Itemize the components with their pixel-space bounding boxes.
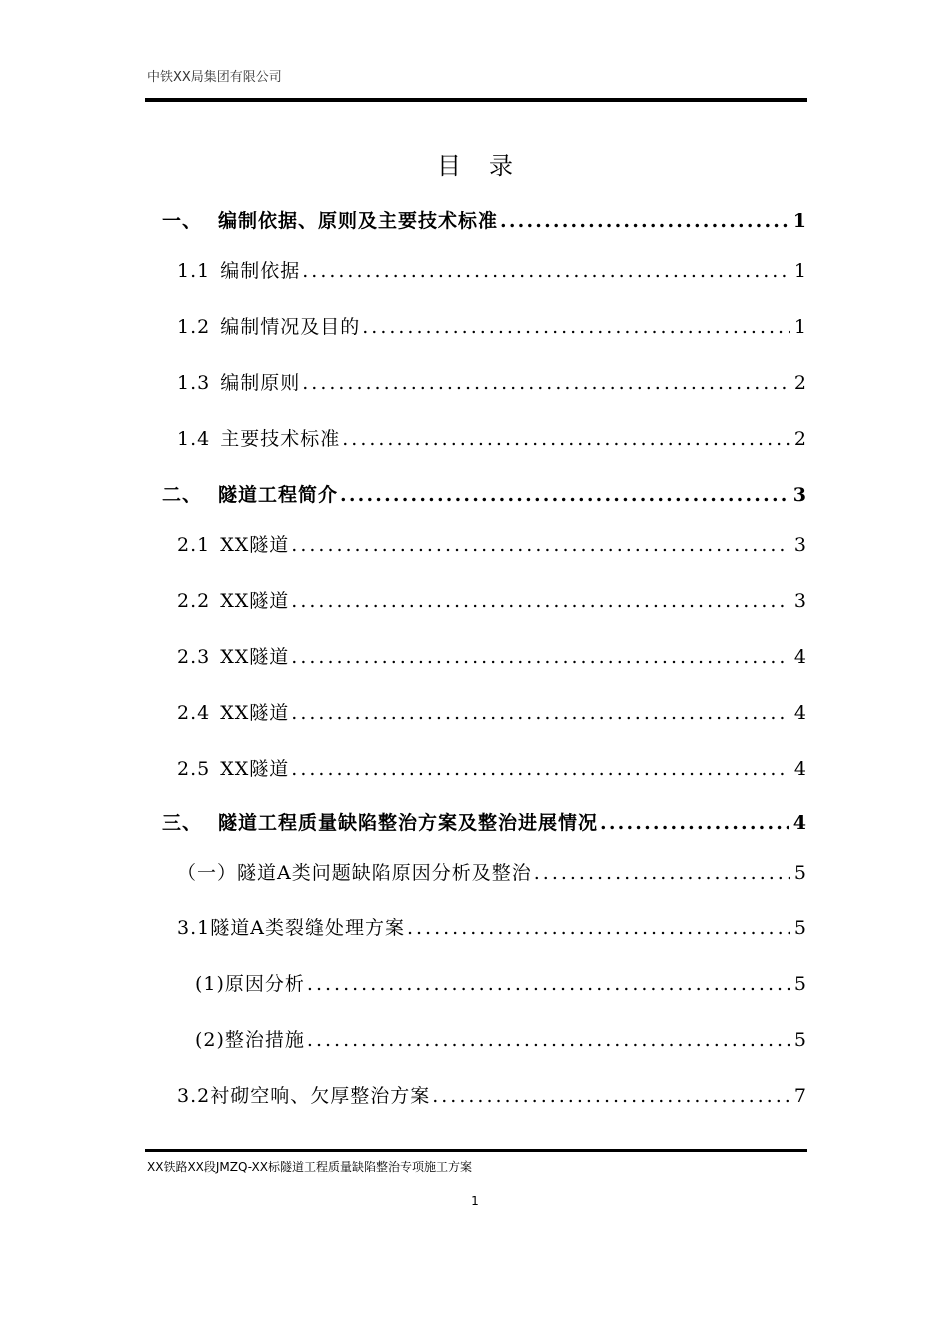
toc-page: 7 [793, 1085, 807, 1107]
toc-leader-dots [307, 1029, 790, 1051]
header-company: 中铁XX局集团有限公司 [147, 70, 282, 85]
toc-entry[interactable] [195, 1025, 807, 1052]
toc-text: XX隧道 [220, 646, 290, 668]
toc-number: 2.4 [177, 702, 211, 724]
toc-text: 编制依据、原则及主要技术标准 [218, 210, 499, 232]
toc-number: 1.4 [177, 428, 211, 450]
toc-text: 编制原则 [220, 372, 301, 394]
page-number: 1 [471, 1194, 479, 1208]
toc-leader-dots [534, 862, 790, 884]
toc-page: 2 [793, 428, 807, 450]
toc-entry[interactable] [177, 312, 807, 339]
toc-number: 三、 [162, 812, 203, 834]
footer-project-title: XX铁路XX段JMZQ-XX标隧道工程质量缺陷整治专项施工方案 [147, 1160, 472, 1174]
toc-page: 4 [793, 702, 807, 724]
toc-text: (2)整治措施 [195, 1029, 305, 1051]
toc-number: 2.5 [177, 758, 211, 780]
toc-page: 5 [793, 973, 807, 995]
toc-text: （一）隧道A类问题缺陷原因分析及整治 [177, 862, 532, 884]
toc-leader-dots [342, 428, 790, 450]
toc-leader-dots [291, 534, 790, 556]
toc-text: 隧道工程简介 [218, 484, 339, 506]
toc-leader-dots [432, 1085, 790, 1107]
toc-text: 编制依据 [220, 260, 301, 282]
toc-leader-dots [291, 646, 790, 668]
toc-text: 主要技术标准 [220, 428, 341, 450]
toc-entry[interactable] [177, 368, 807, 395]
toc-text: XX隧道 [220, 758, 290, 780]
toc-page: 3 [793, 590, 807, 612]
toc-number: 2.2 [177, 590, 211, 612]
footer-rule [145, 1149, 807, 1152]
toc-page: 1 [793, 260, 807, 282]
page-title: 目录 [437, 152, 541, 180]
toc-entry[interactable] [195, 969, 807, 996]
toc-text: 3.1隧道A类裂缝处理方案 [177, 917, 405, 939]
toc-page: 2 [793, 372, 807, 394]
toc-page: 3 [792, 484, 807, 506]
toc-entry[interactable] [177, 754, 807, 781]
toc-entry[interactable] [177, 913, 807, 940]
toc-page: 5 [793, 862, 807, 884]
toc-entry[interactable] [162, 480, 807, 507]
toc-text: (1)原因分析 [195, 973, 305, 995]
toc-leader-dots [291, 702, 790, 724]
toc-entry[interactable] [162, 808, 807, 835]
toc-leader-dots [302, 372, 790, 394]
toc-page: 4 [793, 758, 807, 780]
toc-leader-dots [340, 484, 789, 506]
toc-page: 1 [792, 210, 807, 232]
toc-entry[interactable] [177, 256, 807, 283]
toc-text: 编制情况及目的 [220, 316, 361, 338]
toc-text: XX隧道 [220, 534, 290, 556]
toc-entry[interactable] [177, 1081, 807, 1108]
toc-number: 1.3 [177, 372, 211, 394]
toc-number: 一、 [162, 210, 203, 232]
toc-leader-dots [291, 758, 790, 780]
toc-page: 4 [792, 812, 807, 834]
toc-number: 2.3 [177, 646, 211, 668]
toc-page: 3 [793, 534, 807, 556]
toc-entry[interactable] [177, 642, 807, 669]
toc-entry[interactable] [177, 858, 807, 885]
toc-page: 5 [793, 917, 807, 939]
toc-text: 3.2衬砌空响、欠厚整治方案 [177, 1085, 431, 1107]
toc-number: 2.1 [177, 534, 211, 556]
toc-entry[interactable] [177, 424, 807, 451]
toc-page: 5 [793, 1029, 807, 1051]
toc-number: 二、 [162, 484, 203, 506]
toc-page: 1 [793, 316, 807, 338]
toc-entry[interactable] [177, 698, 807, 725]
toc-leader-dots [407, 917, 790, 939]
toc-leader-dots [500, 210, 789, 232]
toc-number: 1.1 [177, 260, 211, 282]
toc-page: 4 [793, 646, 807, 668]
toc-entry[interactable] [177, 530, 807, 557]
toc-leader-dots [307, 973, 790, 995]
toc-text: XX隧道 [220, 590, 290, 612]
toc-text: 隧道工程质量缺陷整治方案及整治进展情况 [218, 812, 599, 834]
toc-text: XX隧道 [220, 702, 290, 724]
toc-leader-dots [600, 812, 789, 834]
toc-entry[interactable] [177, 586, 807, 613]
toc-leader-dots [291, 590, 790, 612]
toc-entry[interactable] [162, 206, 807, 233]
toc-leader-dots [302, 260, 790, 282]
toc-leader-dots [362, 316, 790, 338]
toc-number: 1.2 [177, 316, 211, 338]
